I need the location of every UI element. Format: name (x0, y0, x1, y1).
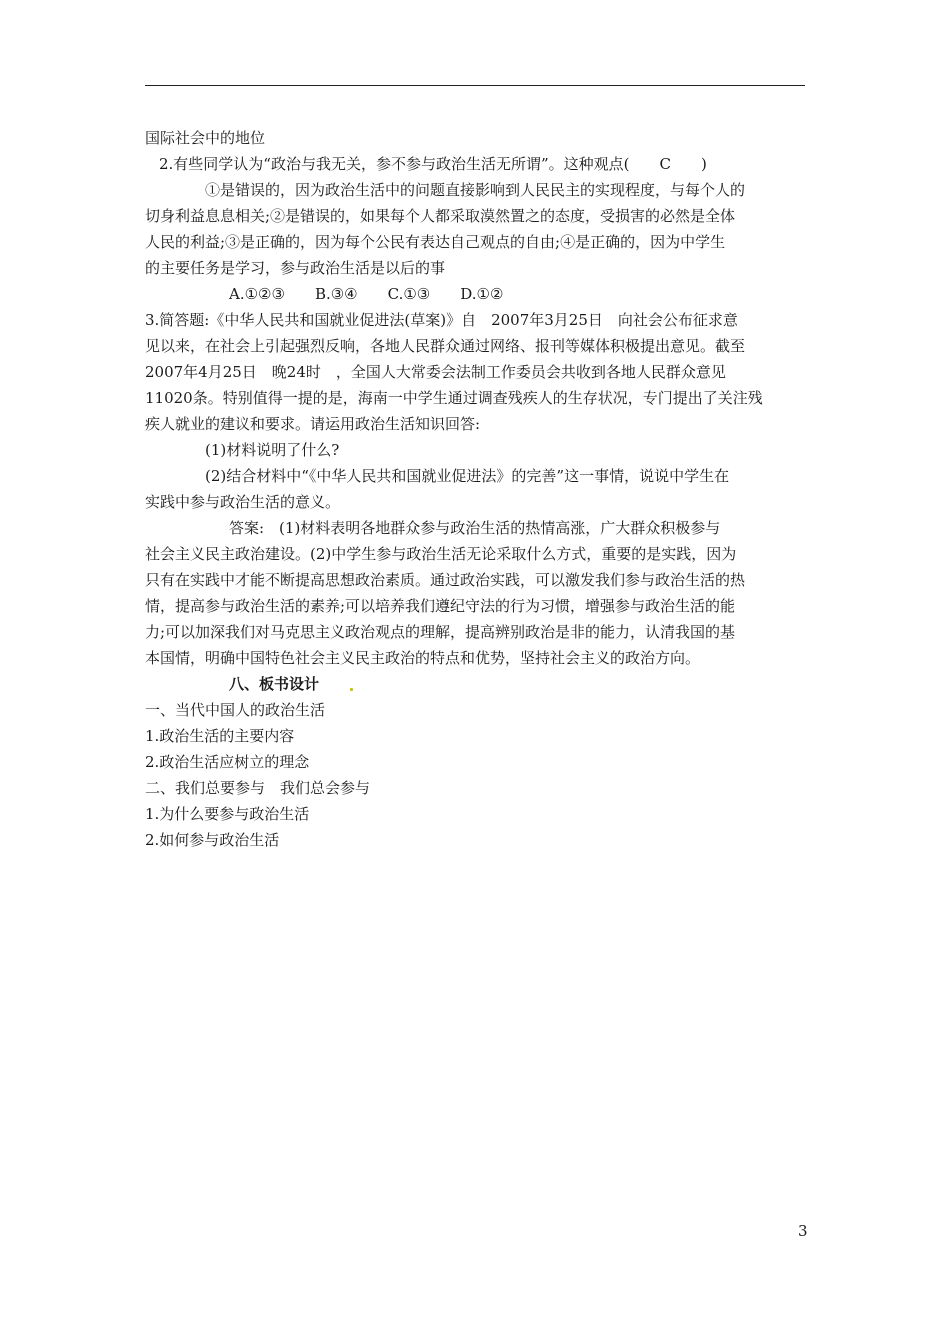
header-rule (145, 85, 805, 86)
text-line: 的主要任务是学习，参与政治生活是以后的事 (145, 259, 446, 277)
text-line: 实践中参与政治生活的意义。 (145, 493, 341, 511)
text-line: 力;可以加深我们对马克思主义政治观点的理解，提高辨别政治是非的能力，认清我国的基 (145, 623, 736, 641)
outline-item: 2.如何参与政治生活 (145, 831, 280, 849)
text-line: ①是错误的，因为政治生活中的问题直接影响到人民民主的实现程度，与每个人的 (205, 181, 746, 199)
section-heading (145, 671, 807, 697)
outline-item: 2.政治生活应树立的理念 (145, 753, 310, 771)
sub-question-2: (2)结合材料中“《中华人民共和国就业促进法》的完善”这一事情，说说中学生在 (205, 467, 730, 485)
outline-item: 一、当代中国人的政治生活 (145, 701, 326, 719)
page-number: 3 (798, 1222, 808, 1240)
text-line: 情，提高参与政治生活的素养;可以培养我们遵纪守法的行为习惯，增强参与政治生活的能 (145, 597, 736, 615)
question-2: 2.有些同学认为“政治与我无关，参不参与政治生活无所谓”。这种观点( C ) (159, 155, 707, 173)
text-line: 本国情，明确中国特色社会主义民主政治的特点和优势，坚持社会主义的政治方向。 (145, 649, 701, 667)
text-line: 国际社会中的地位 (145, 129, 266, 147)
document-body (145, 125, 807, 853)
text-line: 只有在实践中才能不断提高思想政治素质。通过政治实践，可以激发我们参与政治生活的热 (145, 571, 746, 589)
text-line: 切身利益息息相关;②是错误的，如果每个人都采取漠然置之的态度，受损害的必然是全体 (145, 207, 736, 225)
answer-options: A.①②③ B.③④ C.①③ D.①② (229, 285, 504, 303)
answer-text: 答案: (1)材料表明各地群众参与政治生活的热情高涨，广大群众积极参与 (229, 519, 721, 537)
text-line: 疾人就业的建议和要求。请运用政治生活知识回答: (145, 415, 481, 433)
text-line: 人民的利益;③是正确的，因为每个公民有表达自己观点的自由;④是正确的，因为中学生 (145, 233, 726, 251)
outline-item: 二、我们总要参与 我们总会参与 (145, 779, 371, 797)
text-line: 2007年4月25日 晚24时 ，全国人大常委会法制工作委员会共收到各地人民群众意见 (145, 363, 726, 381)
outline-item: 1.为什么要参与政治生活 (145, 805, 310, 823)
dot-mark (350, 688, 353, 691)
outline-item: 1.政治生活的主要内容 (145, 727, 295, 745)
text-line: 11020条。特别值得一提的是，海南一中学生通过调查残疾人的生存状况，专门提出了关注残 (145, 389, 763, 407)
question-3: 3.简答题:《中华人民共和国就业促进法(草案)》自 2007年3月25日 向社会公布征求意 (145, 311, 738, 329)
text-line: 社会主义民主政治建设。(2)中学生参与政治生活无论采取什么方式，重要的是实践，因为 (145, 545, 737, 563)
text-line: 见以来，在社会上引起强烈反响，各地人民群众通过网络、报刊等媒体积极提出意见。截至 (145, 337, 746, 355)
section-heading-text: 八、板书设计 (229, 675, 320, 693)
sub-question-1: (1)材料说明了什么? (205, 441, 340, 459)
